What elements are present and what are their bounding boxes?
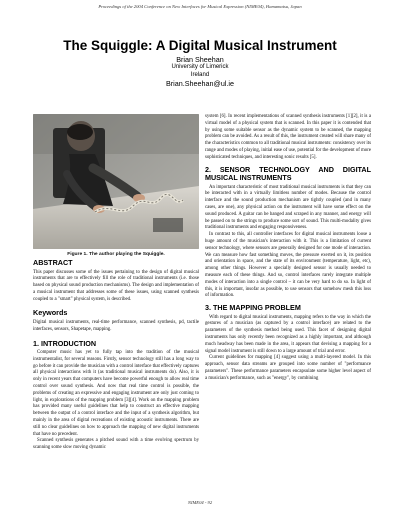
- intro-paragraph-2: Scanned synthesis generates a pitched sound with a time evolving spectrum by scanning some slow moving dynamic: [33, 438, 199, 451]
- paper-title: The Squiggle: A Digital Musical Instrument: [63, 38, 337, 53]
- section-2-heading: 2. SENSOR TECHNOLOGY AND DIGITAL MUSICAL INSTRUMENTS: [205, 164, 371, 183]
- figure-photo: [33, 114, 199, 249]
- author-name: Brian Sheehan: [176, 55, 224, 64]
- section-3-paragraph-1: With regard to digital musical instruments, mapping refers to the way in which the gestures of a musician (as captured by a control interface) are related to the parameters of the synthesis method being used. This facet of designing digital instruments has only recently been recognized as a highly important, and although much headway has been made in the area, it appears that devising a mapping for a signal model instrument is still down to a large amount of trial and error.: [205, 314, 371, 354]
- section-2-paragraph-2: In contrast to this, all controller interfaces for digital musical instruments loose a huge amount of the musician's interaction with it. This is a limitation of current sensor technology, where sensors are generally designed for one mode of interaction. We can measure how fast something moves, the pressure exerted on it, its position and orientation in space, and the state of its environment (temperature, light, etc), among other things. However a specially designed sensor is usually needed to measure each of these things. And so, control interfaces rarely integrate multiple modes of interaction into a single control – it can be very hard to do so. In light of this, it is important, insofar as possible, to use sensors that somehow mesh this loss of information.: [205, 232, 371, 299]
- author-playing-photo: [33, 114, 199, 249]
- keywords-text: Digital musical instruments, real-time performance, scanned synthesis, pd, tactile interfaces, sensors, Shapetape, mapping.: [33, 319, 199, 332]
- page-footer: NIME04 - 92: [187, 500, 213, 505]
- left-column: [33, 114, 199, 452]
- intro-paragraph-1: Computer music has yet to fully tap into the tradition of the musical instrumentalist, for several reasons. Firstly, sensor technology still has a long way to go before it can provide the musician with a control interface that effectively captures all physical interactions with it (as traditional musical instruments do). Also, it is only in recent years that computers have become powerful enough to allow real time control over sound synthesis. And now that real time control is possible, the problems of creating an expressive and engaging instrument are only just coming to light, in explorations of the mapping problem [3][4]. Work on the mapping problem has provided many useful guidelines that help to construct an effective mapping between the output of a control interface and the input of a synthesis algorithm, but mainly in the area of digital recreations of existing acoustic instruments. There are still no clear guidelines on how to approach the mapping of new digital instruments that have no precedent.: [33, 350, 200, 437]
- author-country: Ireland: [190, 71, 210, 78]
- intro-heading: 1. INTRODUCTION: [33, 338, 97, 348]
- section-3-heading: 3. THE MAPPING PROBLEM: [205, 303, 301, 313]
- author-block: [0, 55, 400, 89]
- intro-continuation: system [6]. In recent implementations of scanned synthesis instruments [1][2], it is a virtual model of a physical system that is scanned. In this paper it is contended that by using some suitable sensor as the dynamic system to be scanned, the mapping problem can be avoided. As a result of this, the instrument created will share many of the characteristics common to all traditional musical instruments: consistency over its range and modes of playing, initial ease of use, potential for the development of more sophisticated techniques, and interesting sonic results [5].: [205, 114, 371, 160]
- keywords-heading: Keywords: [33, 308, 68, 318]
- abstract-heading: ABSTRACT: [33, 258, 73, 267]
- section-2-paragraph-1: An important characteristic of most traditional musical instruments is that they can be interacted with in a virtually limitless number of modes. Because the control interface and the sound production mechanism are tightly coupled (and in many cases, are one), any physical action on the instrument will have some effect on the sound produced. A guitar can be banged and scraped in any manner, and energy will be passed on to the strings to produce some sort of sound. This multi-modality gives traditional instruments and engaging responsiveness.: [205, 184, 371, 231]
- section-3-paragraph-2: Current guidelines for mapping [4] suggest using a multi-layered model. In this approach, sensor data streams are grouped into some number of "performance parameters". These performance parameters encapsulate some higher level aspect of a musician's performance, such as "energy", by combining: [205, 355, 371, 381]
- figure-caption: Figure 1. The author playing the Squiggle.: [67, 252, 165, 257]
- author-email: Brian.Sheehan@ul.ie: [165, 79, 235, 88]
- author-affiliation: University of Limerick: [171, 64, 229, 70]
- abstract-text: This paper discusses some of the issues pertaining to the design of digital musical instruments that are to effectively fill the role of traditional instruments (i.e. those based on physical sound production mechanisms). The design and implementation of a musical instrument that addresses some of these issues, using scanned synthesis coupled to a "smart" physical system, is described.: [33, 269, 199, 302]
- right-column: [205, 114, 371, 383]
- proceedings-header: Proceedings of the 2004 Conference on New Interfaces for Musical Expression (NIME04), Hamamatsu, Japan: [98, 4, 302, 9]
